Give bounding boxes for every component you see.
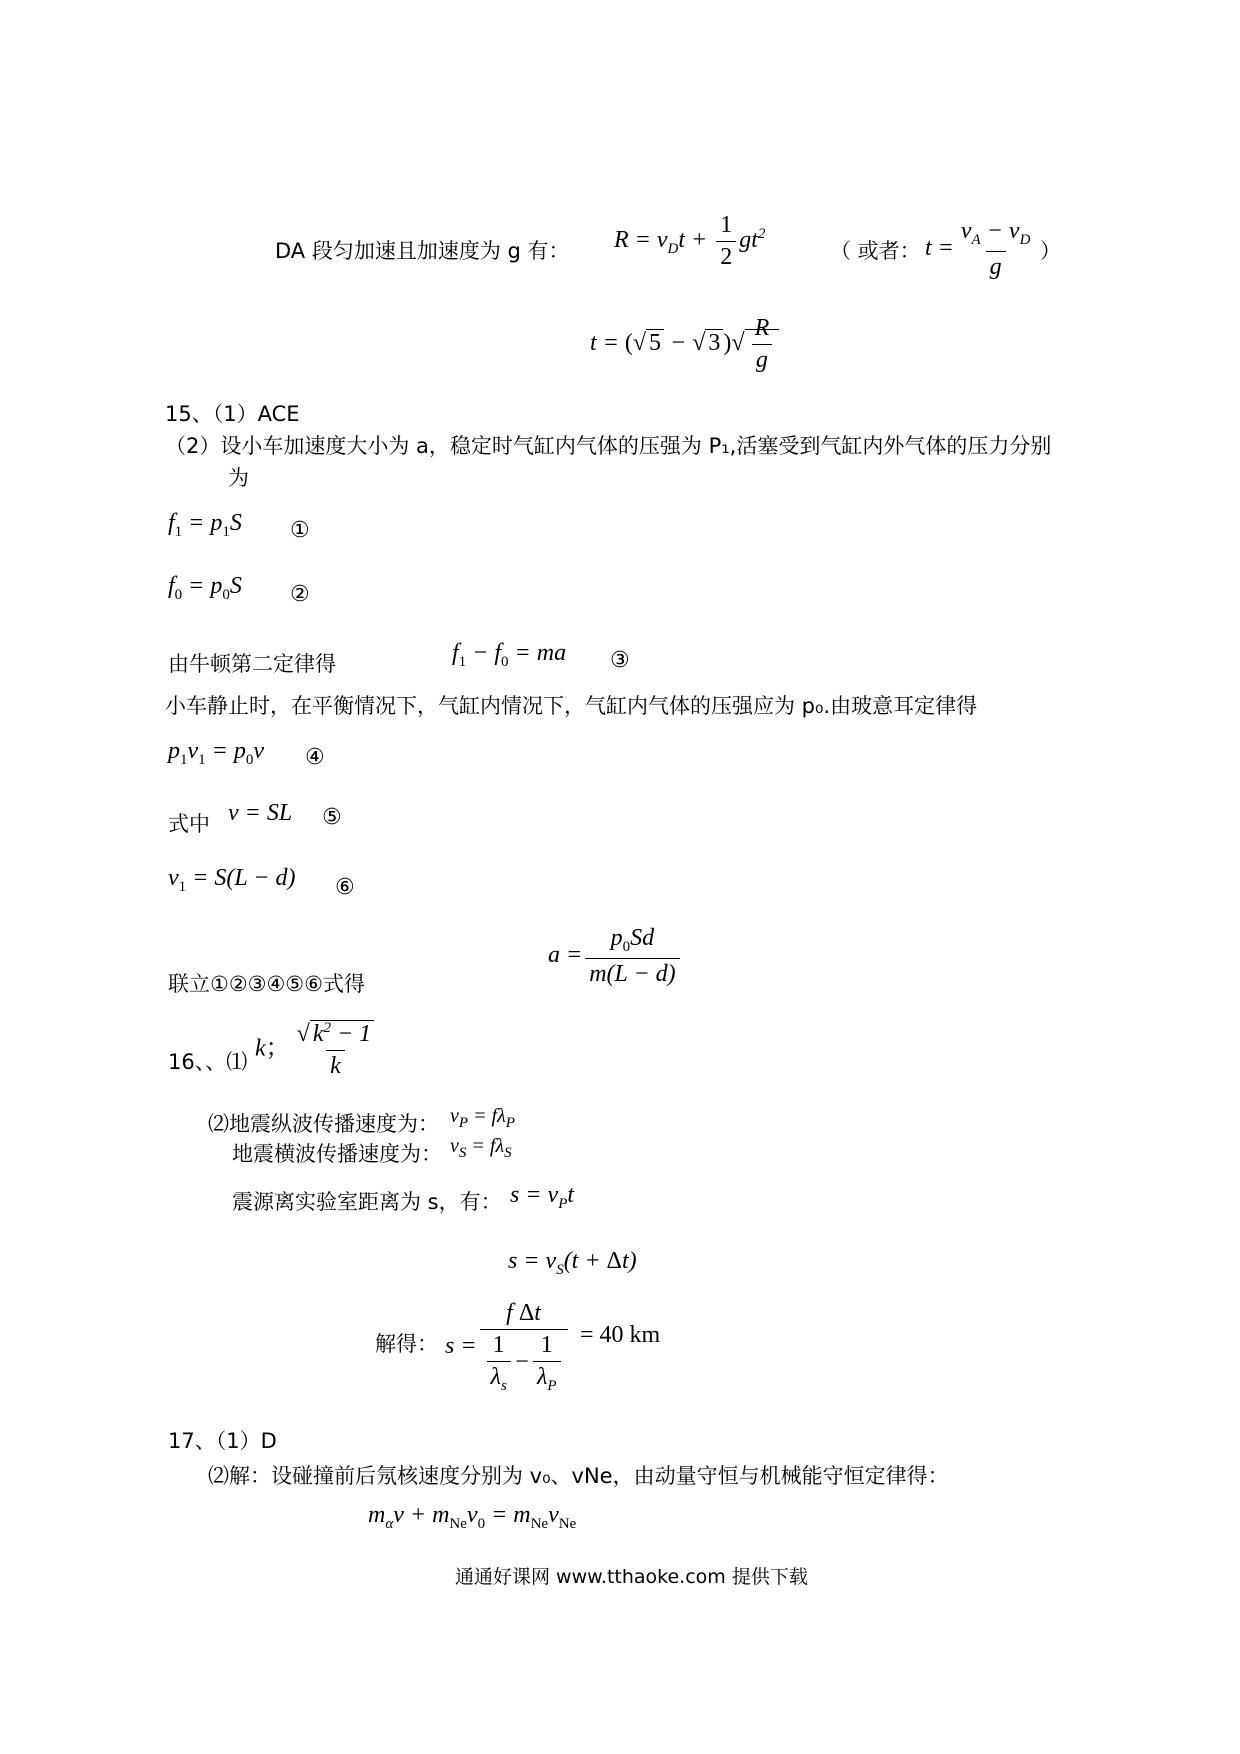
q16-vs-text: 地震横波传播速度为： [232, 1142, 442, 1166]
equation-v1: $v_1 = S(L - d)$ [168, 865, 296, 895]
equation-f1: $f_1 = p_1S$ [168, 510, 242, 540]
alt-note-close: ） [1040, 239, 1061, 263]
equation-r-vdt: $R = v_Dt$ + $\frac{1}{2}$ $gt^2$ [614, 212, 766, 270]
alt-note-open: （ 或者： [830, 239, 921, 263]
newton-text: 由牛顿第二定律得 [168, 652, 336, 676]
equation-s-result: s = f Δt $\frac{1}{\lambda_s}$ − $\frac{1}{\lambda_P}$ [445, 1300, 571, 1395]
equation-v: v = SL [228, 800, 293, 826]
q16-label: 16、、⑴ [168, 1050, 248, 1074]
equation-q16-part1: k； $\frac{√ k^2 - 1}{k}$ [255, 1020, 381, 1080]
q16-vp-text: ⑵地震纵波传播速度为： [208, 1112, 439, 1136]
da-line-text: DA 段匀加速且加速度为 g 有： [275, 239, 570, 263]
eq-marker-4: ④ [305, 745, 325, 770]
equation-t-alt: t = $\frac{v_A - v_D}{g}$ [925, 218, 1031, 280]
where-text: 式中 [168, 812, 210, 836]
q16-dist-text: 震源离实验室距离为 s，有： [232, 1190, 502, 1214]
eq-marker-2: ② [290, 582, 310, 607]
footer-text: 通通好课网 www.tthaoke.com 提供下载 [455, 1566, 808, 1588]
equation-momentum: $m_\alpha v + m_{Ne}v_0 = m_{Ne}v_{Ne}$ [368, 1502, 577, 1532]
q15-part2-line2: 为 [228, 466, 249, 490]
q15-label: 15、（1）ACE [165, 402, 300, 426]
eq-marker-5: ⑤ [322, 805, 342, 830]
q17-label: 17、（1）D [168, 1429, 277, 1453]
equation-newton: $f_1 - f_0$ = ma [452, 640, 567, 670]
q15-part2-line1: （2）设小车加速度大小为 a，稳定时气缸内气体的压强为 P₁,活塞受到气缸内外气体的压力分别 [165, 434, 1052, 458]
eq-marker-6: ⑥ [335, 875, 355, 900]
q17-part2-text: ⑵解：设碰撞前后氖核速度分别为 v₀、vNe，由动量守恒与机械能守恒定律得： [208, 1464, 949, 1488]
equation-f0: $f_0 = p_0S$ [168, 573, 242, 603]
eq-marker-1: ① [290, 518, 310, 543]
equation-vp: $v_P = f\lambda_P$ [450, 1105, 515, 1131]
combine-text: 联立①②③④⑤⑥式得 [168, 972, 365, 996]
eq-marker-3: ③ [610, 648, 630, 673]
equation-a-result: a = $\frac{p_0Sd}{m(L - d)}$ [548, 925, 683, 988]
equation-vs: $v_S = f\lambda_S$ [450, 1135, 512, 1161]
equation-s-vpt: $s = v_Pt$ [510, 1182, 575, 1212]
equation-boyle: $p_1v_1 = p_0v$ [168, 738, 265, 768]
q16-result: = 40 km [580, 1322, 661, 1348]
equation-s-vs: $s = v_S(t + \Delta t)$ [508, 1248, 637, 1278]
rest-state-text: 小车静止时，在平衡情况下，气缸内情况下，气缸内气体的压强应为 p₀.由玻意耳定律得 [165, 694, 978, 718]
equation-t-result: t = (√ 5 − √ 3 )√ $\frac{R}{g}$ [590, 315, 779, 374]
q16-solve-text: 解得： [375, 1332, 438, 1356]
